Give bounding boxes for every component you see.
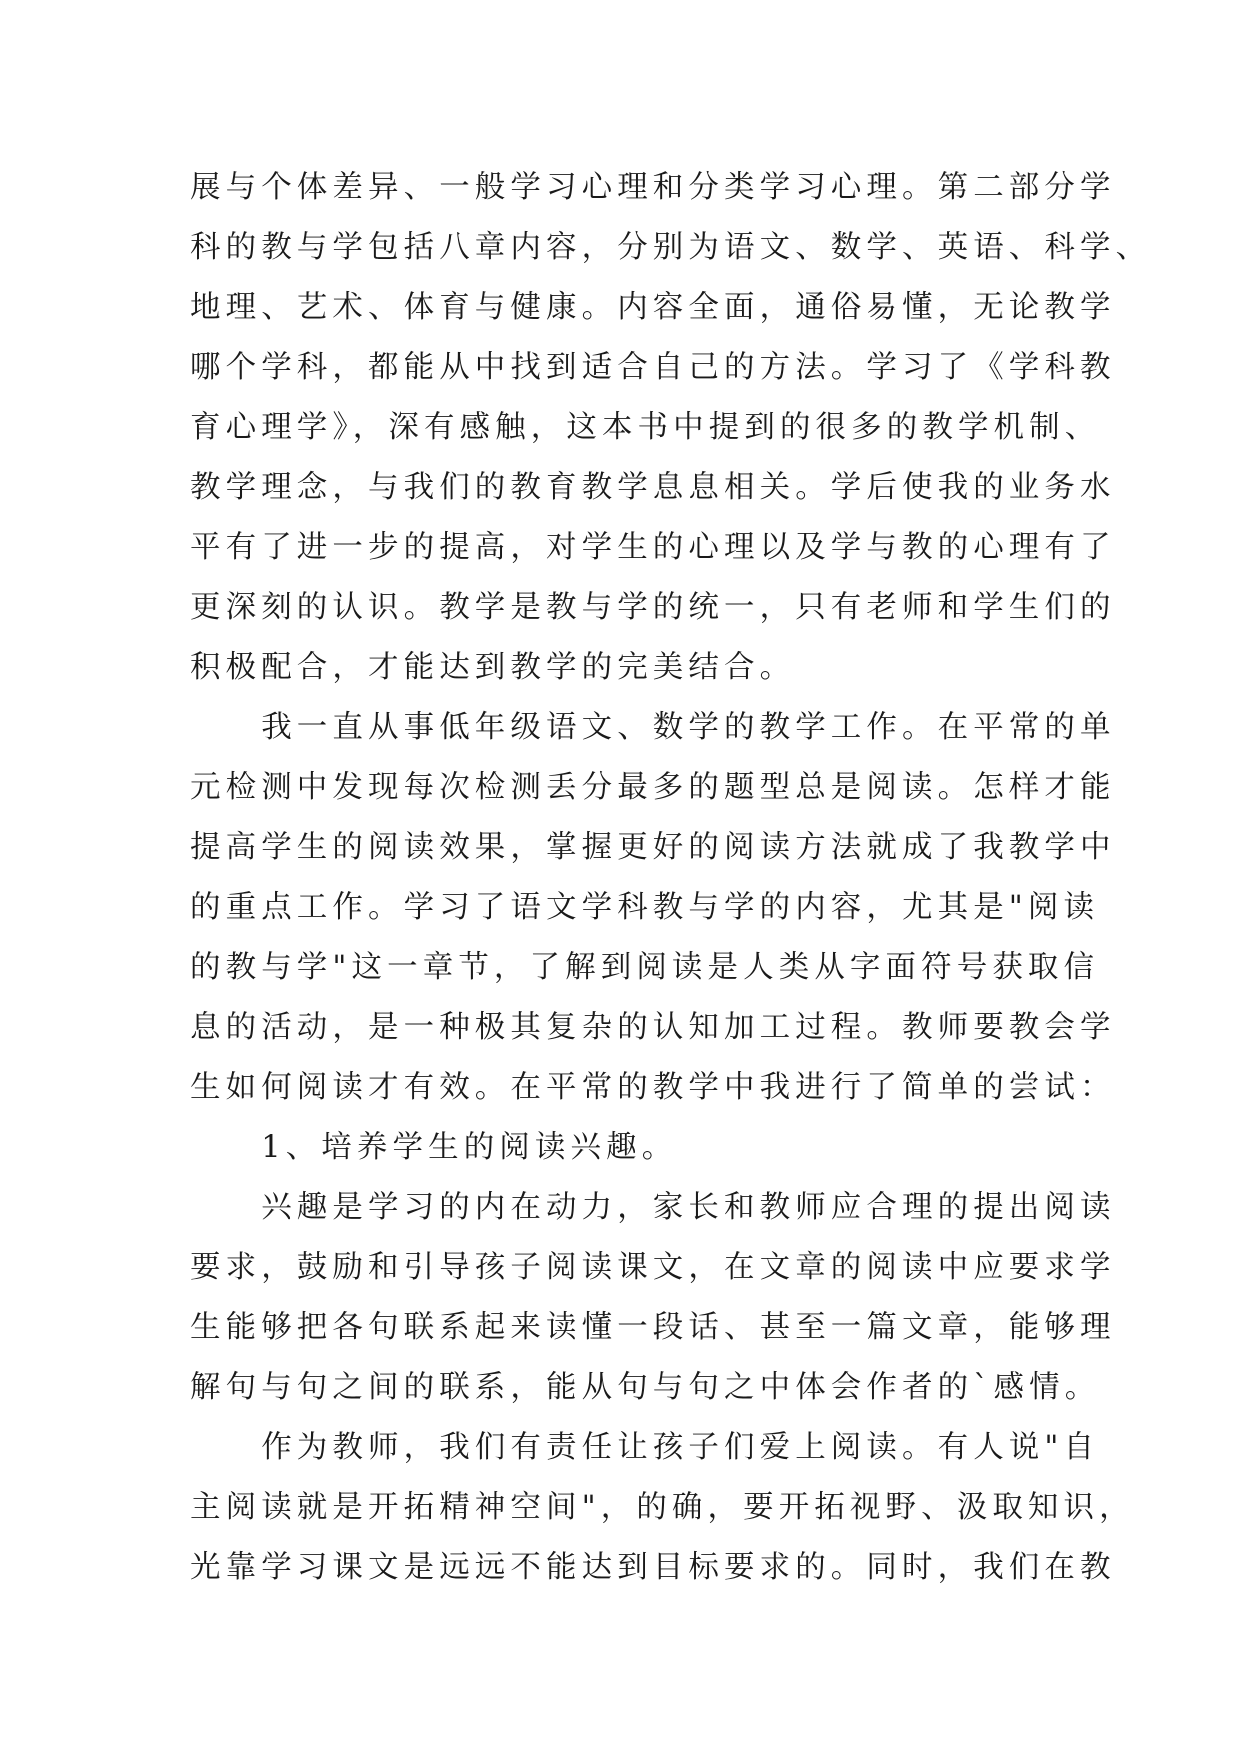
text-line: 科的教与学包括八章内容，分别为语文、数学、英语、科学、 [190, 230, 1152, 265]
text-line: 解句与句之间的联系，能从句与句之中体会作者的`感情。 [190, 1370, 1101, 1405]
text-line: 1、培养学生的阅读兴趣。 [190, 1130, 678, 1165]
text-line: 我一直从事低年级语文、数学的教学工作。在平常的单 [190, 710, 1116, 745]
text-line: 的重点工作。学习了语文学科教与学的内容，尤其是"阅读 [190, 890, 1100, 925]
text-line: 展与个体差异、一般学习心理和分类学习心理。第二部分学 [190, 170, 1116, 205]
body-text [190, 158, 1152, 1598]
text-line: 地理、艺术、体育与健康。内容全面，通俗易懂，无论教学 [190, 290, 1116, 325]
text-line: 教学理念，与我们的教育教学息息相关。学后使我的业务水 [190, 470, 1116, 505]
text-line: 兴趣是学习的内在动力，家长和教师应合理的提出阅读 [190, 1190, 1116, 1225]
text-line: 主阅读就是开拓精神空间"，的确，要开拓视野、汲取知识， [190, 1490, 1135, 1525]
text-line: 哪个学科，都能从中找到适合自己的方法。学习了《学科教 [190, 350, 1116, 385]
text-line: 要求，鼓励和引导孩子阅读课文，在文章的阅读中应要求学 [190, 1250, 1116, 1285]
text-line: 更深刻的认识。教学是教与学的统一，只有老师和学生们的 [190, 590, 1116, 625]
text-line: 积极配合，才能达到教学的完美结合。 [190, 650, 796, 685]
text-line: 光靠学习课文是远远不能达到目标要求的。同时，我们在教 [190, 1550, 1116, 1585]
text-line: 生如何阅读才有效。在平常的教学中我进行了简单的尝试： [190, 1070, 1116, 1105]
text-line: 息的活动，是一种极其复杂的认知加工过程。教师要教会学 [190, 1010, 1116, 1045]
text-line: 平有了进一步的提高，对学生的心理以及学与教的心理有了 [190, 530, 1116, 565]
text-line: 生能够把各句联系起来读懂一段话、甚至一篇文章，能够理 [190, 1310, 1116, 1345]
text-line: 元检测中发现每次检测丢分最多的题型总是阅读。怎样才能 [190, 770, 1116, 805]
text-line: 作为教师，我们有责任让孩子们爱上阅读。有人说"自 [190, 1430, 1100, 1465]
text-line: 的教与学"这一章节，了解到阅读是人类从字面符号获取信 [190, 950, 1100, 985]
text-line: 提高学生的阅读效果，掌握更好的阅读方法就成了我教学中 [190, 830, 1116, 865]
text-line: 育心理学》，深有感触，这本书中提到的很多的教学机制、 [190, 410, 1101, 445]
